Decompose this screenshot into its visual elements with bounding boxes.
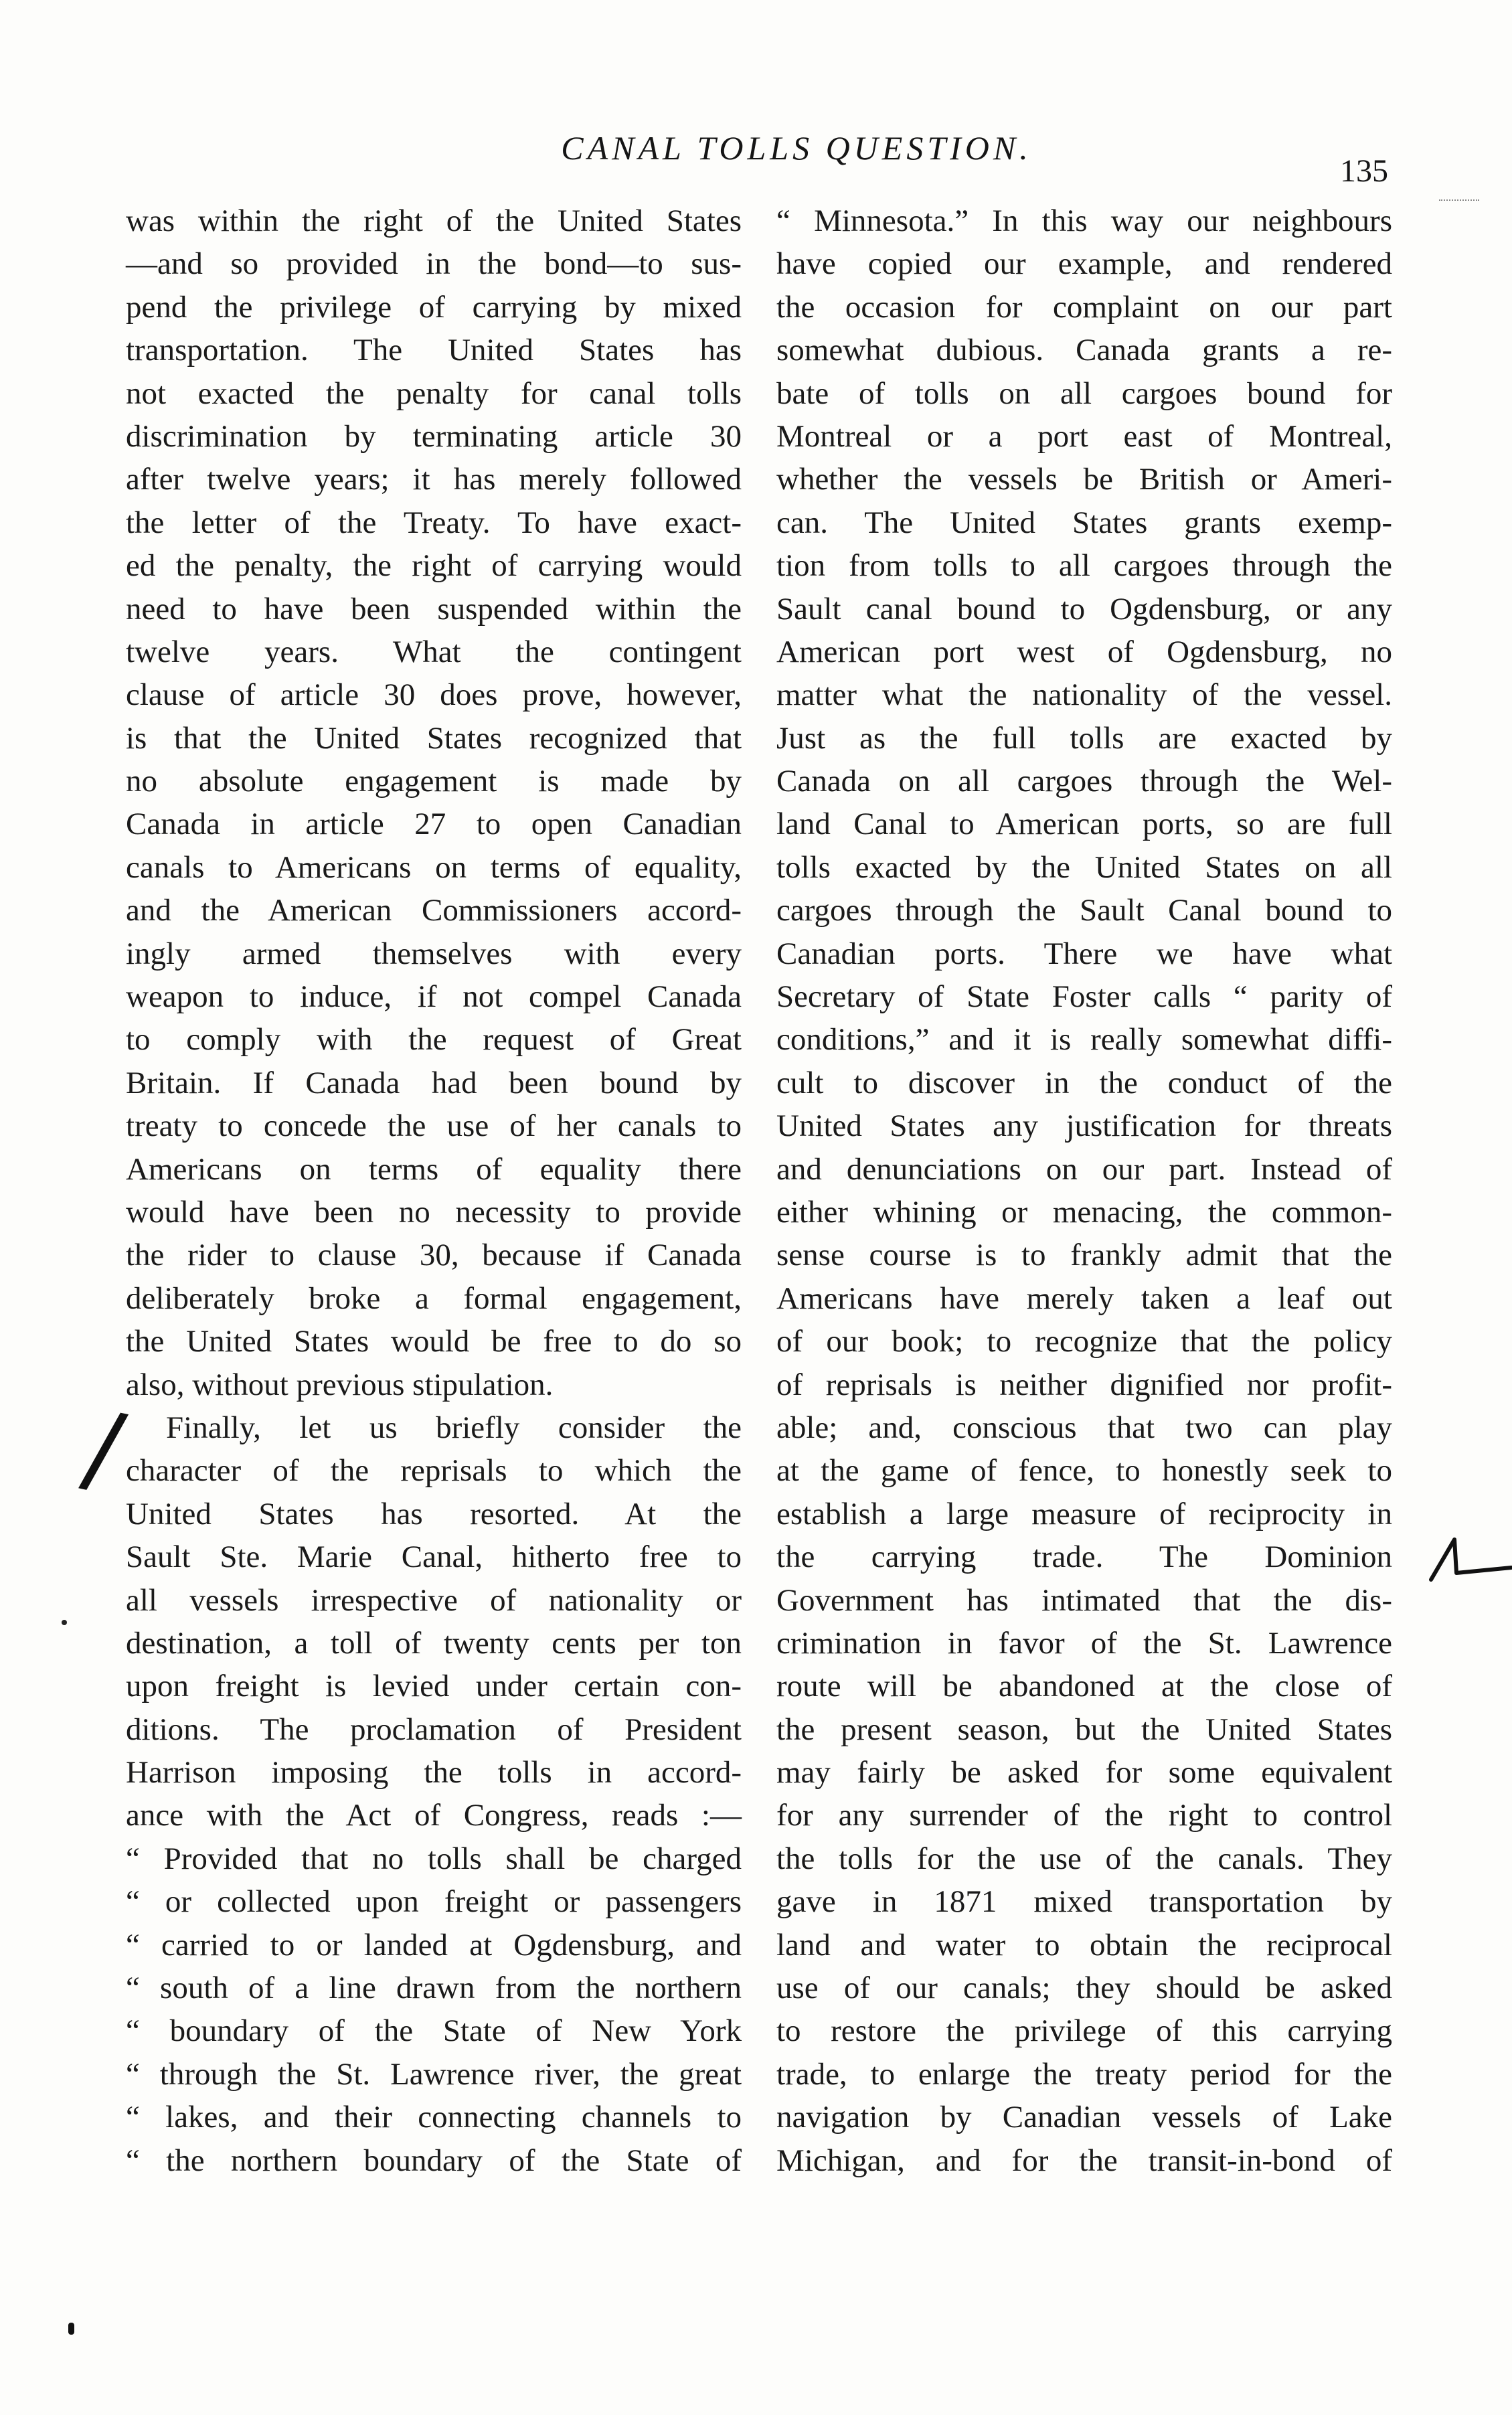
text-line: character of the reprisals to which the (126, 1453, 742, 1489)
text-line: cargoes through the Sault Canal bound to (776, 893, 1392, 928)
text-line: the United States would be free to do so (126, 1324, 742, 1359)
text-line: for any surrender of the right to control (776, 1798, 1392, 1833)
handwritten-caret-mark (1418, 1533, 1512, 1593)
text-line: Montreal or a port east of Montreal, (776, 418, 1392, 454)
text-line: transportation. The United States has (126, 333, 742, 368)
page-number: 135 (1340, 153, 1388, 189)
left-text-column (126, 199, 742, 2182)
text-line: the carrying trade. The Dominion (776, 1539, 1392, 1575)
text-line: the occasion for complaint on our part (776, 289, 1392, 325)
text-line: either whining or menacing, the common- (776, 1194, 1392, 1230)
text-line: “ carried to or landed at Ogdensburg, and (126, 1927, 742, 1963)
text-line: establish a large measure of reciprocity in (776, 1496, 1392, 1531)
text-line: would have been no necessity to provide (126, 1194, 742, 1230)
text-line: somewhat dubious. Canada grants a re- (776, 333, 1392, 368)
text-line: the rider to clause 30, because if Canada (126, 1238, 742, 1273)
text-line: Sault canal bound to Ogdensburg, or any (776, 591, 1392, 627)
text-line: may fairly be asked for some equivalent (776, 1755, 1392, 1791)
ink-speck (62, 1620, 67, 1625)
text-line: and the American Commissioners accord- (126, 893, 742, 928)
text-line: the present season, but the United States (776, 1712, 1392, 1747)
text-line: whether the vessels be British or Ameri- (776, 462, 1392, 497)
text-line: cult to discover in the conduct of the (776, 1065, 1392, 1100)
text-line: “ the northern boundary of the State of (126, 2143, 742, 2178)
text-line: need to have been suspended within the (126, 591, 742, 627)
text-line: the letter of the Treaty. To have exact- (126, 505, 742, 540)
text-line: pend the privilege of carrying by mixed (126, 289, 742, 325)
text-line: no absolute engagement is made by (126, 764, 742, 799)
text-line: Sault Ste. Marie Canal, hitherto free to (126, 1539, 742, 1575)
text-line: not exacted the penalty for canal tolls (126, 376, 742, 411)
text-line: United States has resorted. At the (126, 1496, 742, 1531)
text-line: gave in 1871 mixed transportation by (776, 1884, 1392, 1920)
text-line: United States any justification for threats (776, 1108, 1392, 1144)
text-line: land Canal to American ports, so are full (776, 807, 1392, 842)
text-line: and denunciations on our part. Instead of (776, 1151, 1392, 1187)
text-line: can. The United States grants exemp- (776, 505, 1392, 540)
text-line: able; and, conscious that two can play (776, 1410, 1392, 1445)
text-line: land and water to obtain the reciprocal (776, 1927, 1392, 1963)
text-line: “ Minnesota.” In this way our neighbours (776, 203, 1392, 238)
text-line: treaty to concede the use of her canals to (126, 1108, 742, 1144)
text-line: Canada on all cargoes through the Wel- (776, 764, 1392, 799)
corner-smudge (1439, 195, 1479, 201)
text-line: ditions. The proclamation of President (126, 1712, 742, 1747)
text-line: bate of tolls on all cargoes bound for (776, 376, 1392, 411)
text-line: destination, a toll of twenty cents per ton (126, 1625, 742, 1661)
text-line: Government has intimated that the dis- (776, 1582, 1392, 1618)
text-line: canals to Americans on terms of equality, (126, 849, 742, 885)
text-line: tion from tolls to all cargoes through the (776, 548, 1392, 584)
right-text-column (776, 199, 1392, 2182)
text-line: use of our canals; they should be asked (776, 1971, 1392, 2006)
handwritten-slash-mark: / (75, 1388, 133, 1510)
text-line: at the game of fence, to honestly seek to (776, 1453, 1392, 1489)
text-line: Canada in article 27 to open Canadian (126, 807, 742, 842)
text-line: crimination in favor of the St. Lawrence (776, 1625, 1392, 1661)
text-line: “ Provided that no tolls shall be charged (126, 1841, 742, 1876)
text-line: Just as the full tolls are exacted by (776, 720, 1392, 756)
text-line: upon freight is levied under certain con- (126, 1669, 742, 1704)
text-line: conditions,” and it is really somewhat diffi- (776, 1022, 1392, 1058)
text-line: deliberately broke a formal engagement, (126, 1280, 742, 1316)
text-line: weapon to induce, if not compel Canada (126, 979, 742, 1015)
text-line: “ lakes, and their connecting channels to (126, 2100, 742, 2135)
text-line: to restore the privilege of this carrying (776, 2013, 1392, 2049)
text-line: is that the United States recognized that (126, 720, 742, 756)
text-line: “ boundary of the State of New York (126, 2013, 742, 2049)
text-line: to comply with the request of Great (126, 1022, 742, 1058)
text-line: route will be abandoned at the close of (776, 1669, 1392, 1704)
text-line: Canadian ports. There we have what (776, 936, 1392, 971)
text-line: ance with the Act of Congress, reads :— (126, 1798, 742, 1833)
text-line: —and so provided in the bond—to sus- (126, 246, 742, 282)
running-head-title: CANAL TOLLS QUESTION. (561, 129, 1032, 167)
text-line: the tolls for the use of the canals. They (776, 1841, 1392, 1876)
text-line: navigation by Canadian vessels of Lake (776, 2100, 1392, 2135)
text-line: of reprisals is neither dignified nor profit- (776, 1367, 1392, 1402)
text-line: discrimination by terminating article 30 (126, 418, 742, 454)
text-line: also, without previous stipulation. (126, 1367, 554, 1402)
text-line: “ through the St. Lawrence river, the great (126, 2056, 742, 2092)
text-line: Americans on terms of equality there (126, 1151, 742, 1187)
text-line: American port west of Ogdensburg, no (776, 634, 1392, 669)
text-line: ingly armed themselves with every (126, 936, 742, 971)
text-line: Harrison imposing the tolls in accord- (126, 1755, 742, 1791)
text-line: Michigan, and for the transit-in-bond of (776, 2143, 1392, 2178)
text-line: was within the right of the United States (126, 203, 742, 238)
text-line: Secretary of State Foster calls “ parity of (776, 979, 1392, 1015)
text-line: “ or collected upon freight or passengers (126, 1884, 742, 1920)
ink-speck-bottom (68, 2323, 74, 2335)
text-line: clause of article 30 does prove, however, (126, 677, 742, 713)
text-line: Americans have merely taken a leaf out (776, 1280, 1392, 1316)
text-line: matter what the nationality of the vessel. (776, 677, 1392, 713)
text-line: after twelve years; it has merely followed (126, 462, 742, 497)
text-line: trade, to enlarge the treaty period for the (776, 2056, 1392, 2092)
text-line: sense course is to frankly admit that the (776, 1238, 1392, 1273)
text-line: Finally, let us briefly consider the (166, 1410, 742, 1445)
text-line: ed the penalty, the right of carrying would (126, 548, 742, 584)
text-line: have copied our example, and rendered (776, 246, 1392, 282)
text-line: Britain. If Canada had been bound by (126, 1065, 742, 1100)
text-line: tolls exacted by the United States on all (776, 849, 1392, 885)
text-line: “ south of a line drawn from the northern (126, 1971, 742, 2006)
text-line: twelve years. What the contingent (126, 634, 742, 669)
text-line: all vessels irrespective of nationality or (126, 1582, 742, 1618)
text-line: of our book; to recognize that the policy (776, 1324, 1392, 1359)
